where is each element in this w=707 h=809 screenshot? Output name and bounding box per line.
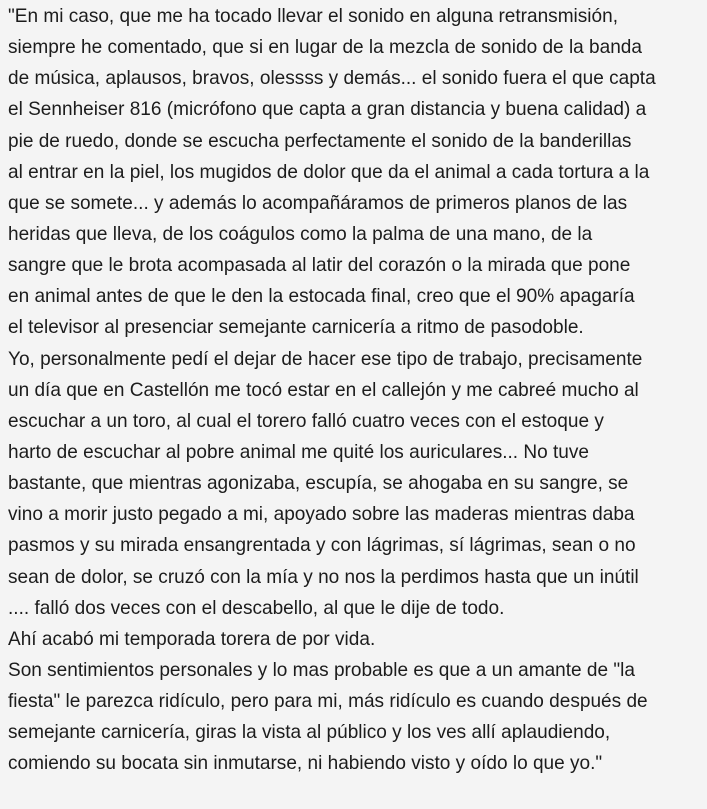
text-line: semejante carnicería, giras la vista al público y los ves allí aplaudiendo, — [8, 722, 611, 744]
text-line: heridas que lleva, de los coágulos como la palma de una mano, de la — [8, 223, 593, 245]
text-line: fiesta" le parezca ridículo, pero para mi, más ridículo es cuando después de — [8, 691, 648, 713]
text-line: Son sentimientos personales y lo mas probable es que a un amante de "la — [8, 659, 635, 681]
text-line: el Sennheiser 816 (micrófono que capta a gran distancia y buena calidad) a — [8, 99, 647, 121]
text-line: bastante, que mientras agonizaba, escupía, se ahogaba en su sangre, se — [8, 473, 629, 495]
text-line: vino a morir justo pegado a mi, apoyado sobre las maderas mientras daba — [8, 504, 635, 526]
text-line: comiendo su bocata sin inmutarse, ni habiendo visto y oído lo que yo." — [8, 753, 603, 775]
text-line: que se somete... y además lo acompañáramos de primeros planos de las — [8, 192, 628, 214]
text-line: sean de dolor, se cruzó con la mía y no nos la perdimos hasta que un inútil — [8, 566, 639, 588]
text-line: de música, aplausos, bravos, olessss y demás... el sonido fuera el que capta — [8, 68, 656, 90]
text-line: Yo, personalmente pedí el dejar de hacer ese tipo de trabajo, precisamente — [8, 348, 643, 370]
text-line: harto de escuchar al pobre animal me quité los auriculares... No tuve — [8, 441, 590, 463]
text-line: pie de ruedo, donde se escucha perfectamente el sonido de la banderillas — [8, 130, 632, 152]
text-line: pasmos y su mirada ensangrentada y con lágrimas, sí lágrimas, sean o no — [8, 535, 636, 557]
text-line: "En mi caso, que me ha tocado llevar el sonido en alguna retransmisión, — [8, 6, 619, 27]
text-line: .... falló dos veces con el descabello, al que le dije de todo. — [8, 597, 505, 619]
text-line: el televisor al presenciar semejante carnicería a ritmo de pasodoble. — [8, 317, 584, 339]
text-line: siempre he comentado, que si en lugar de la mezcla de sonido de la banda — [8, 37, 642, 59]
text-line: escuchar a un toro, al cual el torero falló cuatro veces con el estoque y — [8, 410, 604, 432]
text-line: al entrar en la piel, los mugidos de dolor que da el animal a cada tortura a la — [8, 161, 650, 183]
text-line: un día que en Castellón me tocó estar en el callejón y me cabreé mucho al — [8, 379, 639, 401]
text-line: Ahí acabó mi temporada torera de por vida. — [8, 628, 376, 650]
text-line: sangre que le brota acompasada al latir del corazón o la mirada que pone — [8, 255, 631, 277]
text-line: en animal antes de que le den la estocada final, creo que el 90% apagaría — [8, 286, 635, 308]
